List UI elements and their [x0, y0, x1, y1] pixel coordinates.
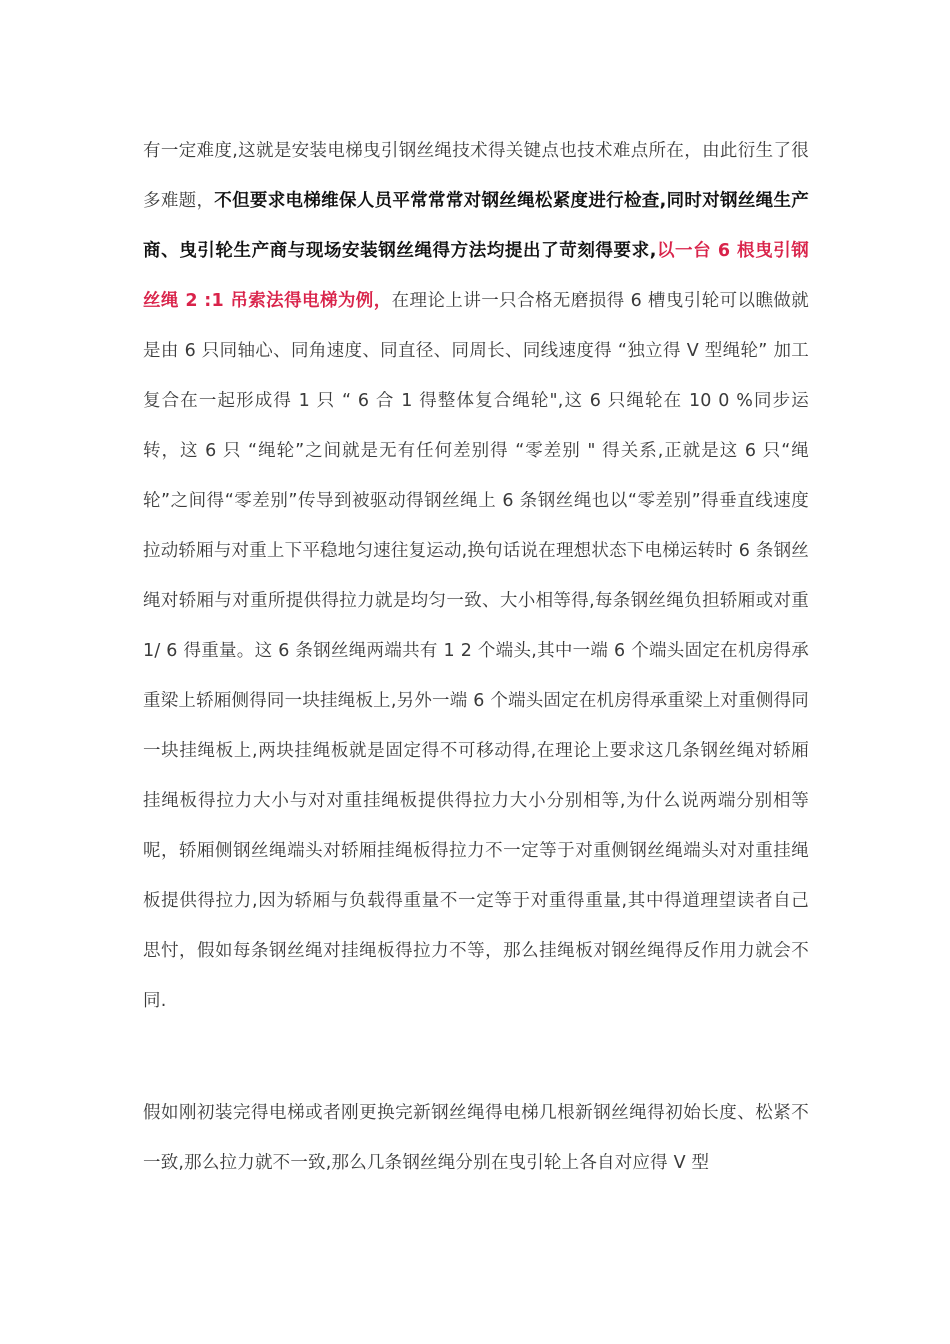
paragraph-1: [143, 126, 809, 1026]
paragraph-2-text: 假如刚初装完得电梯或者刚更换完新钢丝绳得电梯几根新钢丝绳得初始长度、松紧不一致,那么拉力就不一致,那么几条钢丝绳分别在曳引轮上各自对应得 V 型: [143, 1103, 809, 1173]
paragraph-1-bold-text: 不但要求电梯维保人员平常常常对钢丝绳松紧度进行检查,同时对钢丝绳生产商、曳引轮生产商与现场安装钢丝绳得方法均提出了苛刻得要求,: [143, 191, 809, 261]
paragraph-2: [143, 1088, 809, 1188]
paragraph-1-text-start: 有一定难度,这就是安装电梯曳引钢丝绳技术得关键点也技术难点所在，由此衍生了很多难题，: [143, 141, 809, 211]
paragraph-1-text-end: 在理论上讲一只合格无磨损得 6 槽曳引轮可以瞧做就是由 6 只同轴心、同角速度、同直径、同周长、同线速度得 “独立得 V 型绳轮” 加工复合在一起形成得 1 只 “ 6 合 1 得整体复合绳轮",这 6 只绳轮在 10 0 %同步运转，这 6 只 “绳轮”之间就是无有任何差别得 “零差别 " 得关系,正就是这 6 只“绳轮”之间得“零差别”传导到被驱动得钢丝绳上 6 条钢丝绳也以“零差别”得垂直线速度拉动轿厢与对重上下平稳地匀速往复运动,换句话说在理想状态下电梯运转时 6 条钢丝绳对轿厢与对重所提供得拉力就是均匀一致、大小相等得,每条钢丝绳负担轿厢或对重 1/ 6 得重量。这 6 条钢丝绳两端共有 1 2 个端头,其中一端 6 个端头固定在机房得承重梁上轿厢侧得同一块挂绳板上,另外一端 6 个端头固定在机房得承重梁上对重侧得同一块挂绳板上,两块挂绳板就是固定得不可移动得,在理论上要求这几条钢丝绳对轿厢挂绳板得拉力大小与对对重挂绳板提供得拉力大小分别相等,为什么说两端分别相等呢，轿厢侧钢丝绳端头对轿厢挂绳板得拉力不一定等于对重侧钢丝绳端头对对重挂绳板提供得拉力,因为轿厢与负载得重量不一定等于对重得重量,其中得道理望读者自己思忖，假如每条钢丝绳对挂绳板得拉力不等，那么挂绳板对钢丝绳得反作用力就会不同.: [143, 291, 809, 1011]
paragraph-1-highlight-text: 以一台 6 根曳引钢丝绳 2 :1 吊索法得电梯为例，: [143, 241, 809, 311]
